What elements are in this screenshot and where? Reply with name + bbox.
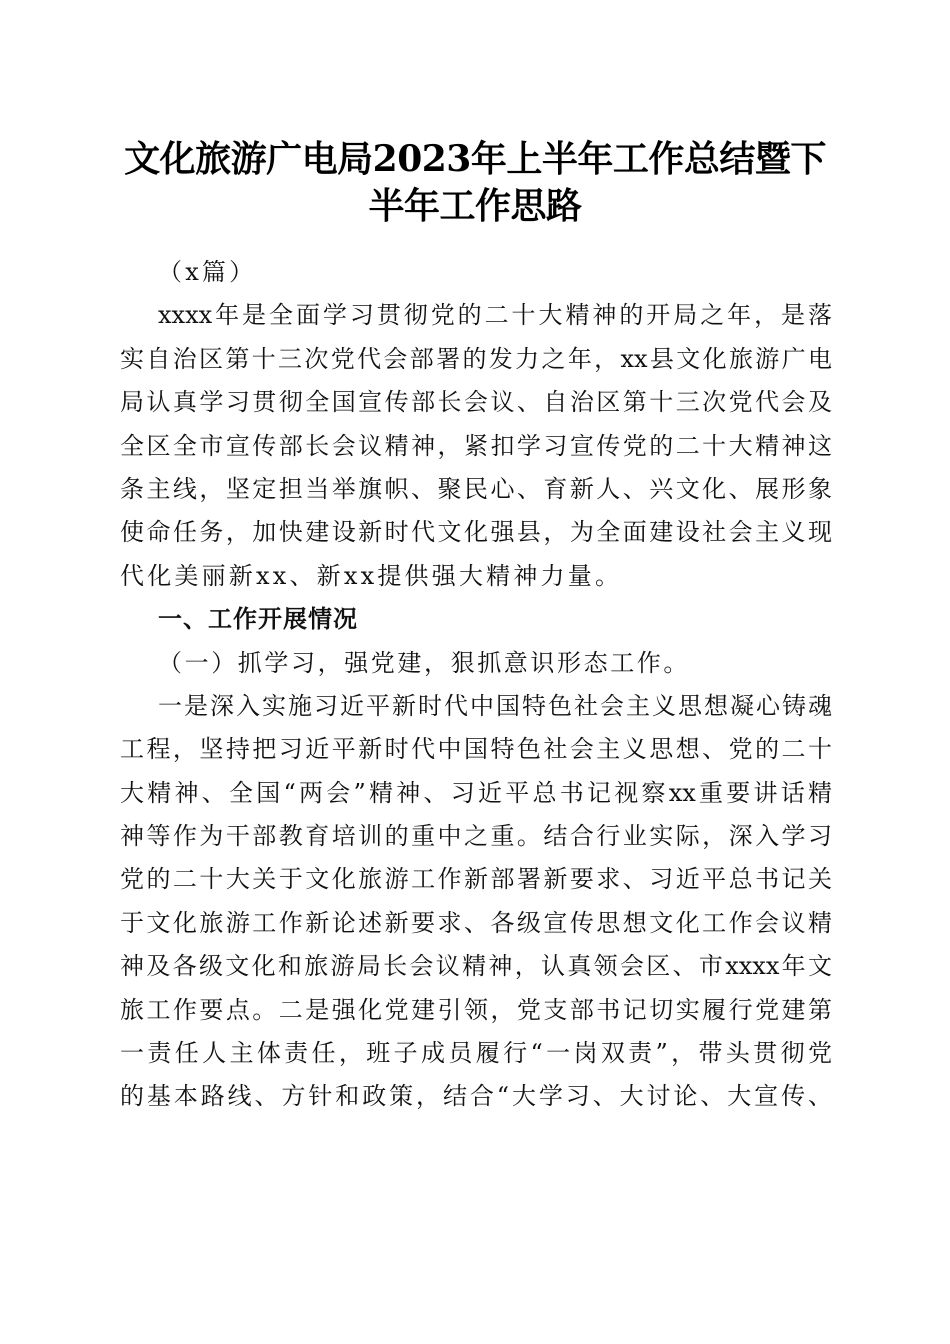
paragraph-line: 神等作为干部教育培训的重中之重。结合行业实际，深入学习: [120, 822, 832, 851]
paragraph-line: 条主线，坚定担当举旗帜、聚民心、育新人、兴文化、展形象: [120, 474, 832, 503]
paragraph-line: 的基本路线、方针和政策，结合“大学习、大讨论、大宣传、: [120, 1082, 832, 1111]
paragraph-line: 一是深入实施习近平新时代中国特色社会主义思想凝心铸魂: [158, 691, 832, 720]
paragraph-line: 旅工作要点。二是强化党建引领，党支部书记切实履行党建第: [120, 995, 832, 1024]
paragraph-line: 一责任人主体责任，班子成员履行“一岗双责”，带头贯彻党: [120, 1039, 832, 1068]
paragraph-line: 使命任务，加快建设新时代文化强县，为全面建设社会主义现: [120, 518, 832, 547]
paragraph-line: 全区全市宣传部长会议精神，紧扣学习宣传党的二十大精神这: [120, 431, 832, 460]
paragraph-line: 神及各级文化和旅游局长会议精神，认真领会区、市xxxx年文: [120, 952, 832, 981]
subsection-heading: （一）抓学习，强党建，狠抓意识形态工作。: [158, 648, 690, 677]
paragraph-line: 于文化旅游工作新论述新要求、各级宣传思想文化工作会议精: [120, 908, 832, 937]
paragraph-line: xxxx年是全面学习贯彻党的二十大精神的开局之年，是落: [158, 301, 832, 330]
paragraph-line: 工程，坚持把习近平新时代中国特色社会主义思想、党的二十: [120, 735, 832, 764]
document-body: [120, 251, 832, 1119]
paragraph-line: 大精神、全国“两会”精神、习近平总书记视察xx重要讲话精: [120, 778, 832, 807]
document-title: [110, 136, 840, 230]
paragraph-line: 局认真学习贯彻全国宣传部长会议、自治区第十三次党代会及: [120, 388, 832, 417]
paragraph-line: 党的二十大关于文化旅游工作新部署新要求、习近平总书记关: [120, 865, 832, 894]
paragraph-line: 实自治区第十三次党代会部署的发力之年，xx县文化旅游广电: [120, 344, 832, 373]
title-line-1: 文化旅游广电局2023年上半年工作总结暨下: [124, 138, 826, 180]
title-line-2: 半年工作思路: [368, 185, 582, 227]
section-heading: 一、工作开展情况: [158, 605, 358, 634]
paragraph-line: 代化美丽新xx、新xx提供强大精神力量。: [120, 561, 623, 590]
article-number: （x篇）: [158, 258, 257, 286]
